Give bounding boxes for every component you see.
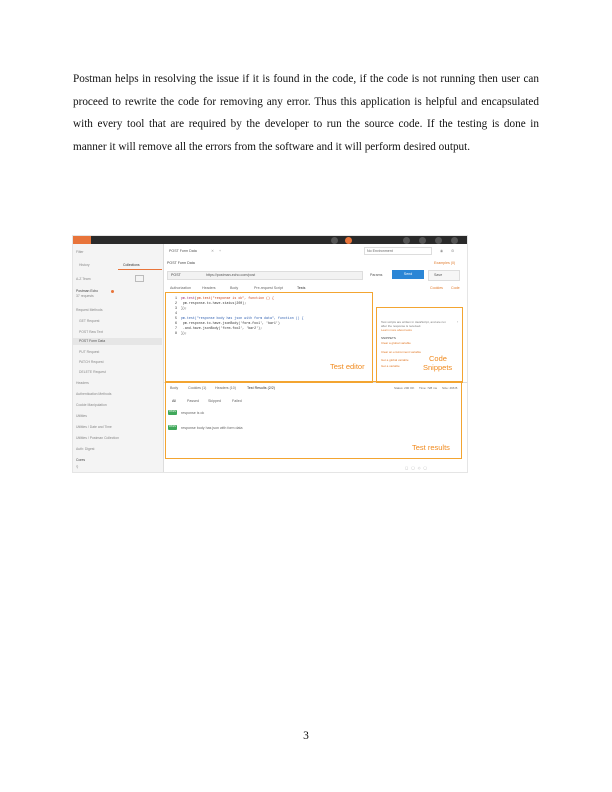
environment-label: No Environment — [367, 248, 393, 253]
sidebar-folder[interactable]: Headers — [76, 381, 89, 385]
avatar — [331, 237, 338, 244]
sync-icon — [345, 237, 352, 244]
request-title: POST Form Data — [167, 261, 195, 265]
pass-badge: PASS — [169, 425, 176, 428]
code-snippets-label-1: Code — [429, 354, 447, 363]
tab-pre-request-script[interactable]: Pre-request Script — [254, 286, 283, 290]
response-tab-test-results[interactable]: Test Results (2/2) — [247, 386, 275, 390]
send-button[interactable]: Send — [392, 270, 424, 279]
url-bar[interactable] — [167, 271, 363, 280]
tab-tests[interactable]: Tests — [297, 286, 306, 290]
sidebar-request-selected[interactable]: POST Form Data — [79, 339, 106, 343]
collection-name[interactable]: Postman Echo — [76, 289, 99, 293]
title-bar — [73, 236, 467, 244]
tab-body[interactable]: Body — [230, 286, 239, 290]
code-text: pm.response.to.have.status(200); — [180, 301, 247, 305]
filter-passed[interactable]: Passed — [187, 399, 199, 403]
close-tab-icon[interactable]: ✕ — [211, 249, 215, 253]
collection-count: 37 requests — [76, 294, 94, 298]
cookies-link[interactable]: Cookies — [430, 286, 443, 290]
snippets-intro: Test scripts are written in JavaScript, and are run after the response is received. — [381, 320, 446, 328]
code-line[interactable]: 3 }); — [175, 306, 187, 310]
sidebar-folder[interactable]: Auth: Digest — [76, 447, 95, 451]
code-line[interactable]: 7 .and.have.jsonBody('form.foo2', 'bar2'); — [175, 326, 263, 330]
search-icon[interactable]: ⚲ — [76, 465, 79, 469]
sidebar-folder[interactable]: Utilities / Postman Collection — [76, 436, 119, 440]
code-line[interactable]: 2 pm.response.to.have.status(200); — [175, 301, 247, 305]
code-text: pm.response.to.have.jsonBody('form.foo1', 'bar1') — [180, 321, 280, 325]
test-results-label: Test results — [412, 443, 450, 452]
status-bar-icons[interactable]: ▢ ▢ ◇ ▢ — [405, 466, 427, 470]
tab-collections[interactable]: Collections — [123, 263, 140, 267]
response-tab-headers[interactable]: Headers (10) — [215, 386, 236, 390]
tab-history[interactable]: History — [79, 263, 90, 267]
sidebar-request[interactable]: PUT Request — [79, 350, 100, 354]
code-snippets-label-2: Snippets — [423, 363, 453, 372]
response-tab-body[interactable]: Body — [170, 386, 179, 390]
add-tab-icon[interactable]: + — [219, 249, 222, 253]
snippets-heading: SNIPPETS — [381, 336, 396, 340]
gear-icon[interactable]: ⚙ — [451, 248, 455, 253]
sidebar-request[interactable]: PATCH Request — [79, 360, 104, 364]
code-line[interactable]: 8 }); — [175, 331, 187, 335]
test-result-text: response is ok — [181, 410, 205, 415]
snippet-item[interactable]: Get a variable — [381, 364, 400, 368]
settings-icon — [419, 237, 426, 244]
code-line[interactable]: 1 pm.test(pm.test("response is ok", function () { — [175, 296, 274, 300]
response-size: Size: 496 B — [442, 386, 458, 390]
code-link[interactable]: Code — [451, 286, 460, 290]
test-editor-label: Test editor — [330, 362, 365, 371]
sidebar-folder[interactable]: Utilities / Date and Time — [76, 425, 112, 429]
examples-link[interactable]: Examples (0) — [434, 261, 456, 265]
sidebar-request[interactable]: DELETE Request — [79, 370, 106, 374]
snippet-item[interactable]: Get a global variable — [381, 358, 409, 362]
params-button[interactable]: Params — [370, 272, 383, 277]
filter-failed[interactable]: Failed — [232, 399, 242, 403]
response-status: Status: 200 OK — [394, 386, 415, 390]
new-collection-icon[interactable] — [135, 275, 144, 282]
heart-icon — [435, 237, 442, 244]
pass-badge: PASS — [169, 410, 176, 413]
code-line[interactable]: 5 pm.test("response body has json with form data", function () { — [175, 316, 304, 320]
sidebar-request[interactable]: POST Raw Text — [79, 330, 103, 334]
learn-more-link[interactable]: Learn more about tests — [381, 328, 412, 332]
code-line[interactable]: 6 pm.response.to.have.jsonBody('form.foo1', 'bar1') — [175, 321, 280, 325]
sidebar — [73, 244, 164, 472]
eye-icon[interactable]: ◉ — [440, 248, 444, 253]
method-select[interactable]: POST — [171, 272, 181, 277]
sort-options[interactable]: A-Z Team — [76, 277, 91, 281]
save-button-bg — [428, 270, 460, 281]
code-text: }); — [180, 306, 187, 310]
filter-all[interactable]: All — [172, 399, 176, 403]
code-text: pm.test("response body has json with form data", function () { — [180, 316, 304, 320]
sidebar-folder[interactable]: Cores — [76, 458, 86, 462]
response-tab-cookies[interactable]: Cookies (1) — [188, 386, 207, 390]
response-time: Time: 728 ms — [419, 386, 438, 390]
notifications-icon — [403, 237, 410, 244]
tab-headers[interactable]: Headers — [202, 286, 216, 290]
code-text: pm.test("response is ok", function () { — [196, 296, 274, 300]
new-button[interactable] — [73, 236, 91, 244]
sidebar-request[interactable]: GET Request — [79, 319, 100, 323]
tab-authorization[interactable]: Authorization — [170, 286, 191, 290]
code-line[interactable]: 4 — [175, 311, 181, 315]
postman-screenshot — [72, 235, 468, 473]
sidebar-folder[interactable]: Authentication Methods — [76, 392, 112, 396]
code-text: .and.have.jsonBody('form.foo2', 'bar2'); — [180, 326, 263, 330]
save-button[interactable]: Save — [434, 272, 443, 277]
request-tab[interactable]: POST Form Data — [169, 249, 197, 253]
filter-input[interactable]: Filter — [76, 250, 84, 254]
filter-skipped[interactable]: Skipped — [208, 399, 221, 403]
body-paragraph: Postman helps in resolving the issue if it is found in the code, if the code is not running then user can proceed to rewrite the code for removing any error. Thus this application is helpful and encapsulated with every tool that are required by the developer to run the source code. If the testing is done in manner it will remove all the errors from the software and it will perform desired output. — [73, 73, 539, 153]
sidebar-folder[interactable]: Request Methods — [76, 308, 103, 312]
snippet-item[interactable]: Clear a global variable — [381, 341, 411, 345]
collection-star-icon — [111, 290, 114, 293]
code-text: }); — [180, 331, 187, 335]
collections-underline — [118, 269, 162, 270]
url-input[interactable]: https://postman-echo.com/post — [206, 272, 256, 277]
snippet-item[interactable]: Clear an environment variable — [381, 350, 422, 354]
sidebar-folder[interactable]: Utilities — [76, 414, 87, 418]
collapse-snippets-icon[interactable]: › — [457, 320, 459, 324]
sidebar-folder[interactable]: Cookie Manipulation — [76, 403, 107, 407]
page-number: 3 — [303, 730, 309, 742]
test-result-text: response body has json with form data — [181, 425, 243, 430]
profile-icon — [451, 237, 458, 244]
